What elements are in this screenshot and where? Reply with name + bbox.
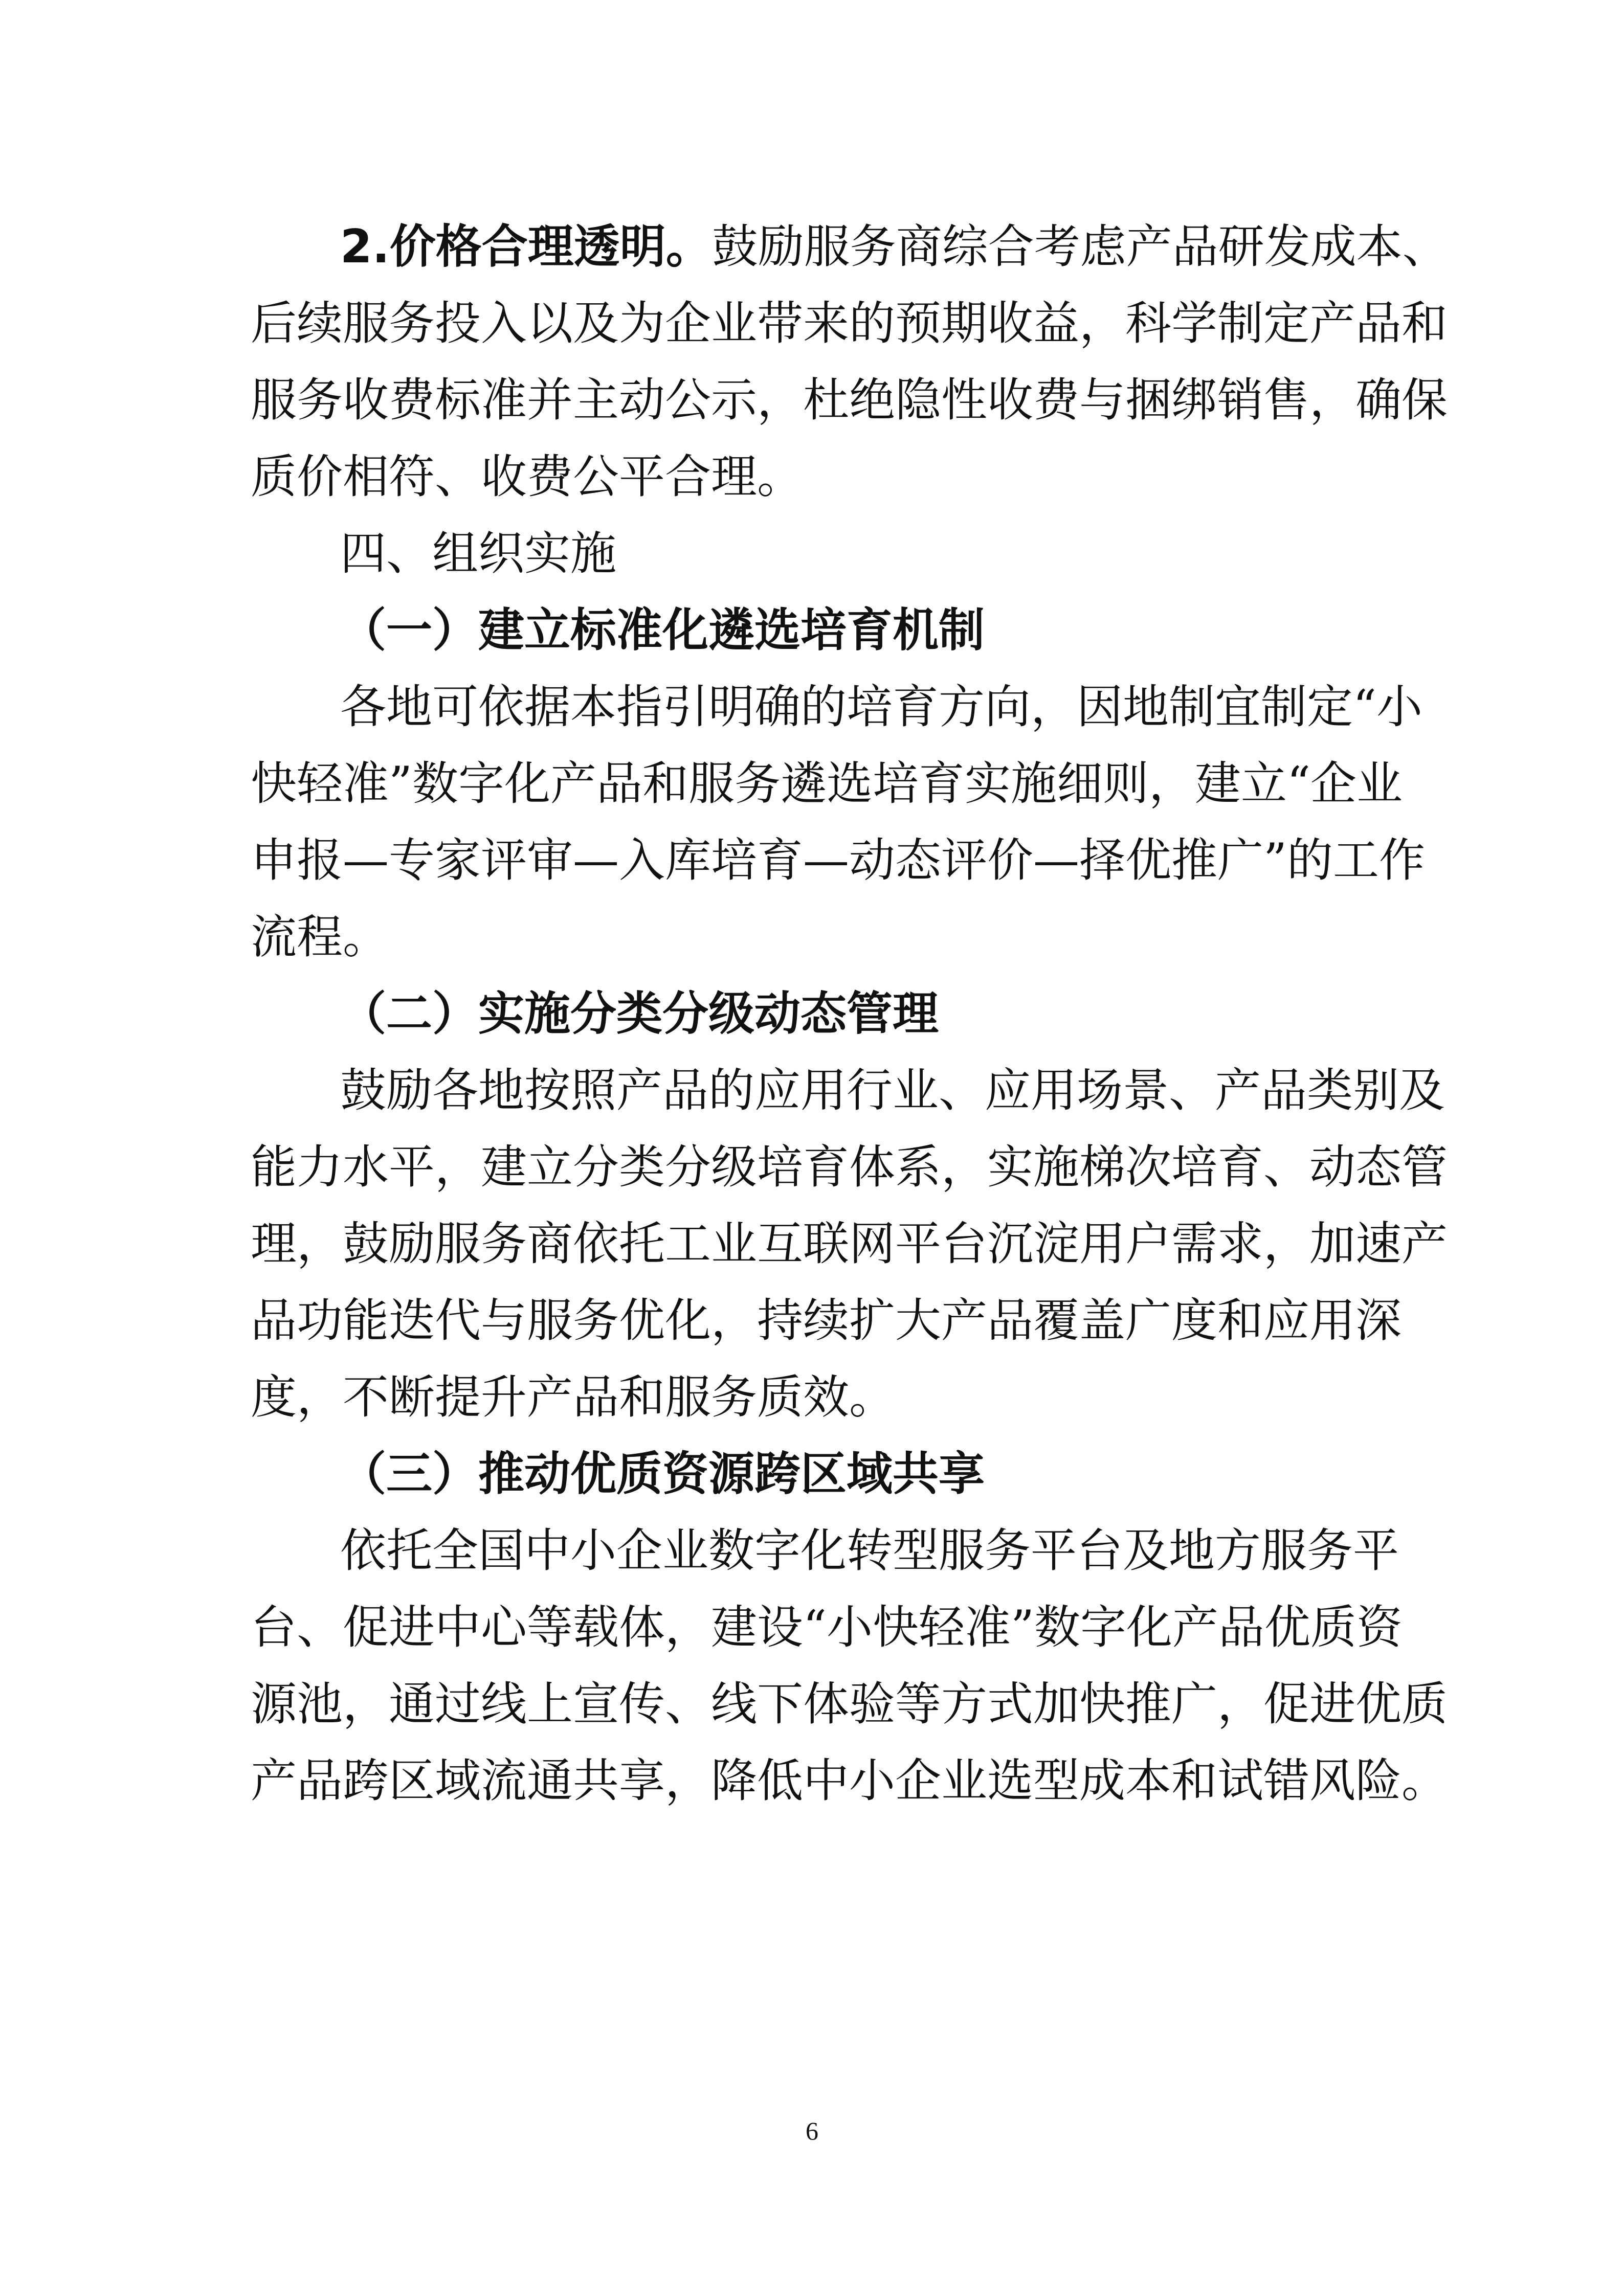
paragraph-line: 后续服务投入以及为企业带来的预期收益，科学制定产品和: [251, 297, 1448, 350]
paragraph-line: 申报—专家评审—入库培育—动态评价—择优推广”的工作: [251, 834, 1426, 887]
paragraph-line: 鼓励各地按照产品的应用行业、应用场景、产品类别及: [340, 1064, 1445, 1117]
paragraph-line: 源池，通过线上宣传、线下体验等方式加快推广，促进优质: [251, 1677, 1448, 1731]
paragraph-line: 品功能迭代与服务优化，持续扩大产品覆盖广度和应用深: [251, 1294, 1401, 1347]
paragraph-line: 依托全国中小企业数字化转型服务平台及地方服务平: [340, 1524, 1399, 1578]
subsection-heading: （三）推动优质资源跨区域共享: [340, 1447, 985, 1501]
subsection-heading: （二）实施分类分级动态管理: [340, 987, 939, 1041]
paragraph-line: [340, 209, 1449, 285]
paragraph-line: 理，鼓励服务商依托工业互联网平台沉淀用户需求，加速产: [251, 1217, 1448, 1271]
paragraph-lead-bold: 2.价格合理透明。: [340, 220, 712, 274]
paragraph-line: 服务收费标准并主动公示，杜绝隐性收费与捆绑销售，确保: [251, 373, 1448, 427]
paragraph-line: 质价相符、收费公平合理。: [251, 450, 803, 504]
paragraph-line: 流程。: [251, 910, 389, 964]
paragraph-line: 产品跨区域流通共享，降低中小企业选型成本和试错风险。: [251, 1754, 1448, 1808]
subsection-heading: （一）建立标准化遴选培育机制: [340, 603, 985, 657]
paragraph-text: 鼓励服务商综合考虑产品研发成本、: [711, 220, 1449, 274]
paragraph-line: 台、促进中心等载体，建设“小快轻准”数字化产品优质资: [251, 1601, 1403, 1654]
paragraph-line: 度，不断提升产品和服务质效。: [251, 1370, 895, 1424]
paragraph-line: 各地可依据本指引明确的培育方向，因地制宜制定“小: [340, 680, 1423, 734]
section-heading: 四、组织实施: [340, 527, 616, 580]
paragraph-line: 快轻准”数字化产品和服务遴选培育实施细则，建立“企业: [251, 757, 1403, 811]
paragraph-line: 能力水平，建立分类分级培育体系，实施梯次培育、动态管: [251, 1140, 1448, 1194]
page-number: 6: [806, 2117, 818, 2145]
